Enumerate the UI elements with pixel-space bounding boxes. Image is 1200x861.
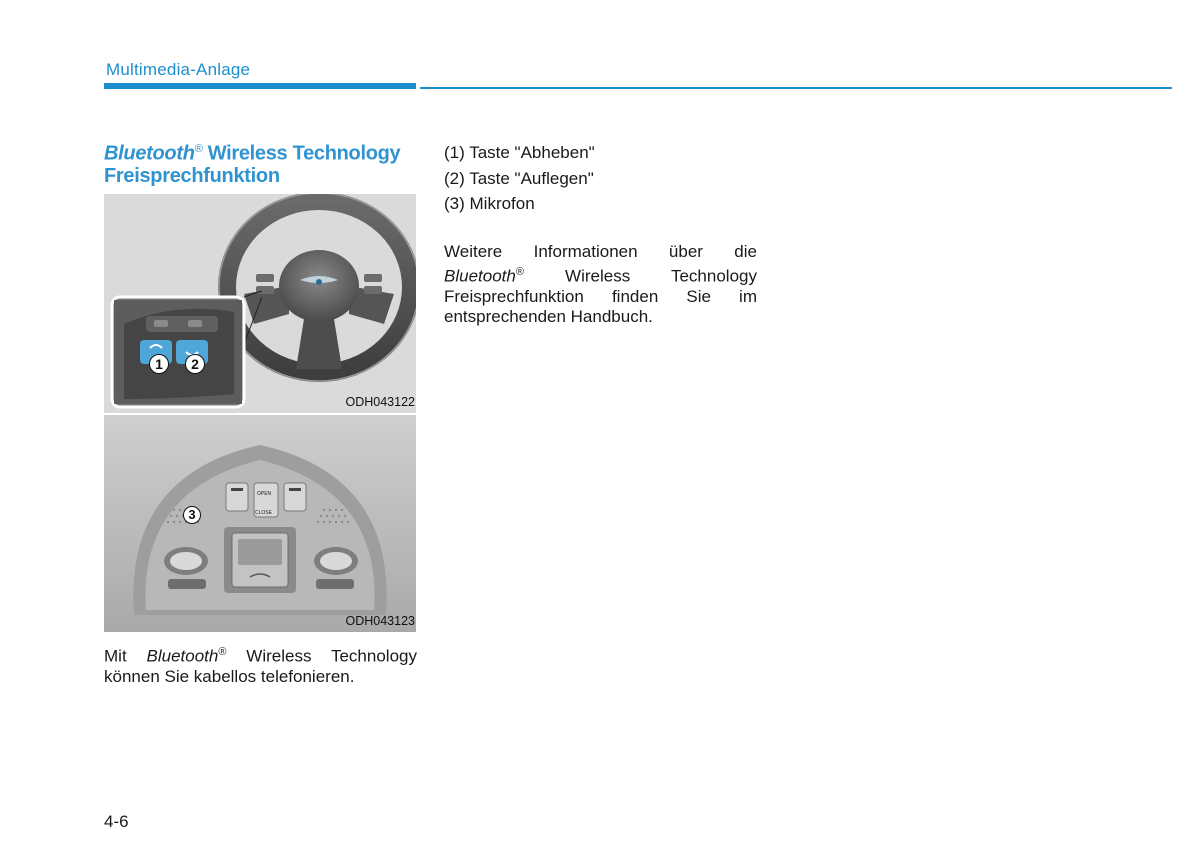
- callout-1: 1: [149, 354, 169, 374]
- button-label-open: OPEN: [257, 491, 272, 497]
- header-rule-thin: [420, 87, 1172, 89]
- list-item: (2) Taste "Auflegen": [444, 168, 594, 188]
- figure-steering-wheel: [104, 194, 416, 413]
- caption-suffix: Wireless Technology können Sie kabellos telefonieren.: [104, 646, 417, 686]
- info-prefix: Weitere Informationen über die: [444, 242, 757, 261]
- heading-brand: Bluetooth: [104, 142, 195, 165]
- caption-registered-mark: ®: [218, 646, 227, 658]
- info-suffix: Wireless Technology Freisprechfunktion finden Sie im entsprechenden Handbuch.: [444, 266, 757, 326]
- section-heading: [104, 138, 424, 187]
- steering-wheel-illustration: [104, 194, 416, 413]
- heading-rest: Wireless Technology: [202, 142, 401, 165]
- page-number: 4-6: [104, 812, 129, 831]
- figure-code-2: ODH043123: [345, 614, 415, 628]
- button-label-close: CLOSE: [255, 510, 272, 516]
- component-list: [444, 140, 764, 217]
- heading-registered-mark: ®: [194, 143, 203, 155]
- figure-caption-text: [104, 642, 417, 687]
- figure-overhead-console: [104, 415, 416, 632]
- header-rule-thick: [104, 83, 416, 89]
- header-title: Multimedia-Anlage: [106, 60, 251, 79]
- info-registered-mark: ®: [515, 266, 524, 278]
- overhead-console-illustration: [104, 415, 416, 632]
- heading-line2: Freisprechfunktion: [104, 164, 280, 187]
- caption-prefix: Mit: [104, 646, 147, 666]
- info-paragraph: [444, 242, 757, 327]
- list-item: (1) Taste "Abheben": [444, 143, 595, 162]
- list-item: (3) Mikrofon: [444, 194, 535, 213]
- caption-brand: Bluetooth: [146, 646, 219, 666]
- callout-3: 3: [183, 506, 201, 524]
- callout-2: 2: [185, 354, 205, 374]
- figure-code-1: ODH043122: [345, 395, 415, 409]
- info-brand: Bluetooth: [444, 266, 516, 286]
